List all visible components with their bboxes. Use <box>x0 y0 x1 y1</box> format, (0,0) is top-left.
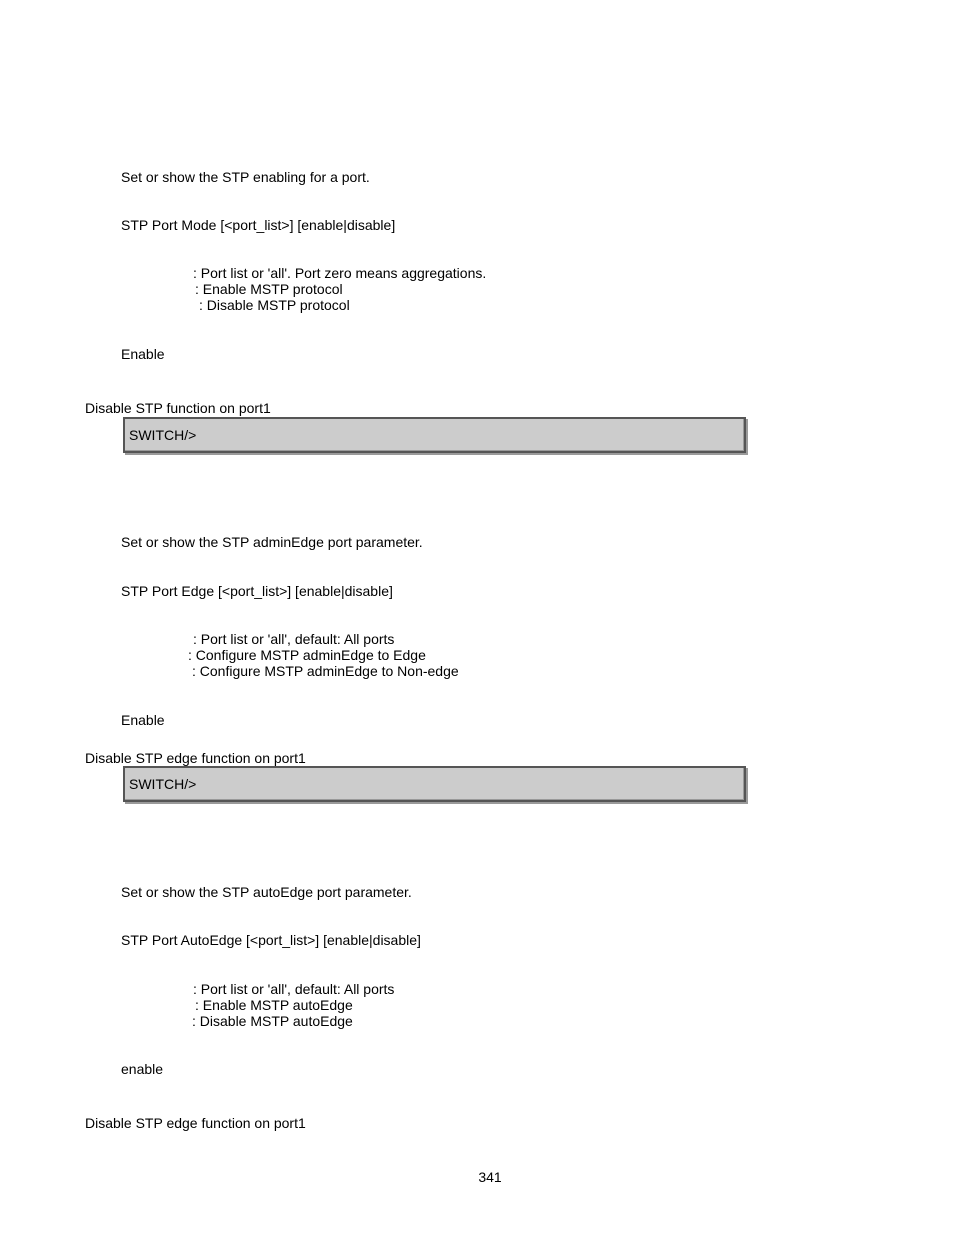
section-2-param-disable: : Configure MSTP adminEdge to Non-edge <box>192 663 459 679</box>
section-1-description: Set or show the STP enabling for a port. <box>121 169 370 185</box>
section-3-description: Set or show the STP autoEdge port parameter. <box>121 884 412 900</box>
section-1-param-enable: : Enable MSTP protocol <box>195 281 343 297</box>
section-2-command-prompt: SWITCH/> <box>129 776 197 792</box>
section-3-param-disable: : Disable MSTP autoEdge <box>192 1013 353 1029</box>
section-1-param-port-list: : Port list or 'all'. Port zero means aggregations. <box>193 265 487 281</box>
section-2-description: Set or show the STP adminEdge port parameter. <box>121 534 423 550</box>
section-3-syntax: STP Port AutoEdge [<port_list>] [enable|disable] <box>121 932 421 948</box>
section-1-command-box <box>123 417 746 453</box>
section-1-default: Enable <box>121 346 165 362</box>
section-1-command-prompt: SWITCH/> <box>129 427 197 443</box>
section-3-default: enable <box>121 1061 164 1077</box>
section-1-param-disable: : Disable MSTP protocol <box>199 297 350 313</box>
section-1-syntax: STP Port Mode [<port_list>] [enable|disable] <box>121 217 396 233</box>
section-2-param-port-list: : Port list or 'all', default: All ports <box>193 631 395 647</box>
section-2-example-caption: Disable STP edge function on port1 <box>85 750 306 766</box>
section-1-example-caption: Disable STP function on port1 <box>85 400 271 416</box>
page-number: 341 <box>478 1169 502 1185</box>
section-3-example-caption: Disable STP edge function on port1 <box>85 1115 306 1131</box>
section-2-command-box <box>123 766 746 802</box>
section-2-default: Enable <box>121 712 165 728</box>
section-2-syntax: STP Port Edge [<port_list>] [enable|disable] <box>121 583 393 599</box>
section-2-param-enable: : Configure MSTP adminEdge to Edge <box>188 647 426 663</box>
section-3-param-port-list: : Port list or 'all', default: All ports <box>193 981 395 997</box>
section-3-param-enable: : Enable MSTP autoEdge <box>195 997 353 1013</box>
